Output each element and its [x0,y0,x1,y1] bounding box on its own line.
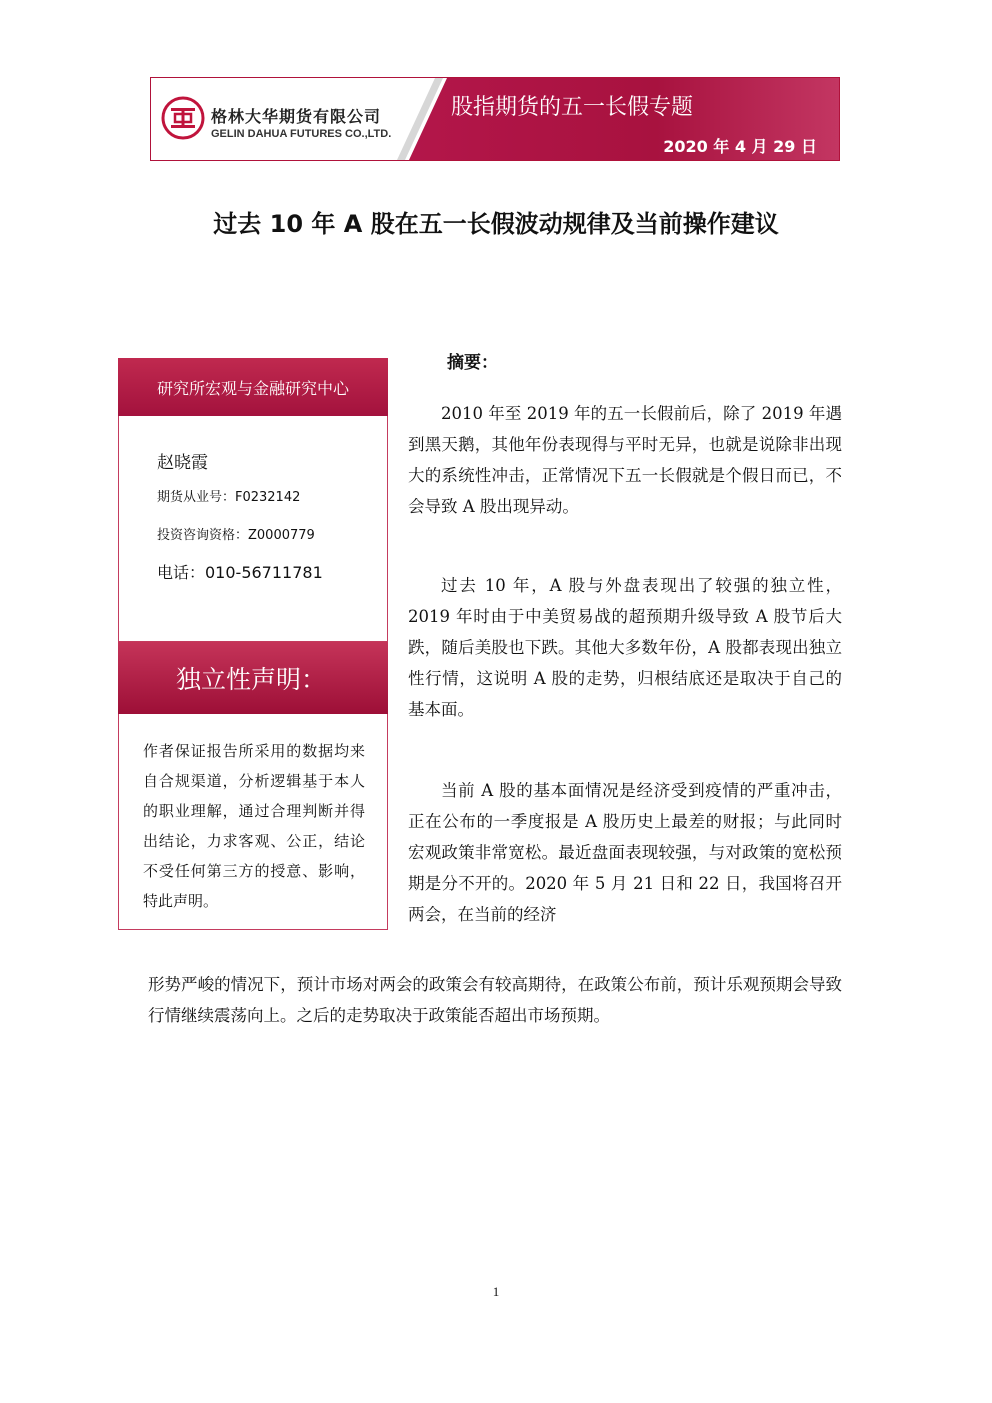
department-header: 研究所宏观与金融研究中心 [118,358,388,416]
document-title: 过去 10 年 A 股在五一长假波动规律及当前操作建议 [213,210,779,238]
paragraph-1: 2010 年至 2019 年的五一长假前后，除了 2019 年遇到黑天鹅，其他年份表现得与平时无异，也就是说除非出现大的系统性冲击，正常情况下五一长假就是个假日而已，不会导致 A 股出现异动。 [408,404,842,516]
abstract-label: 摘要： [447,353,498,373]
author-sidebar [118,358,388,930]
paragraph-3: 当前 A 股的基本面情况是经济受到疫情的严重冲击，正在公布的一季度报是 A 股历史上最差的财报；与此同时宏观政策非常宽松。最近盘面表现较强，与对政策的宽松预期是分不开的。2020 年 5 月 21 日和 22 日，我国将召开两会，在当前的经济 [408,781,842,924]
futures-license: 期货从业号：F0232142 [157,490,301,505]
company-name-en: GELIN DAHUA FUTURES CO.,LTD. [211,128,392,140]
consulting-license: 投资咨询资格：Z0000779 [157,528,315,543]
author-phone: 电话：010-56711781 [157,563,323,582]
author-info-box [118,416,388,642]
company-logo-icon [161,96,205,140]
paragraph-3-continued: 形势严峻的情况下，预计市场对两会的政策会有较高期待，在政策公布前，预计乐观预期会导致行情继续震荡向上。之后的走势取决于政策能否超出市场预期。 [148,975,842,1025]
report-date: 2020 年 4 月 29 日 [663,137,817,156]
header-banner [150,77,840,161]
paragraph-2: 过去 10 年，A 股与外盘表现出了较强的独立性，2019 年时由于中美贸易战的超预期升级导致 A 股节后大跌，随后美股也下跌。其他大多数年份，A 股都表现出独立性行情，这说明 A 股的走势，归根结底还是取决于自己的基本面。 [408,576,842,719]
report-topic: 股指期货的五一长假专题 [451,95,694,120]
page-number: 1 [492,1284,500,1299]
declaration-header: 独立性声明： [118,642,388,714]
banner-company-area [151,78,441,160]
author-name: 赵晓霞 [157,453,208,473]
company-name-cn: 格林大华期货有限公司 [211,107,382,126]
declaration-text: 作者保证报告所采用的数据均来自合规渠道，分析逻辑基于本人的职业理解，通过合理判断并得出结论，力求客观、公正，结论不受任何第三方的授意、影响，特此声明。 [118,714,388,930]
